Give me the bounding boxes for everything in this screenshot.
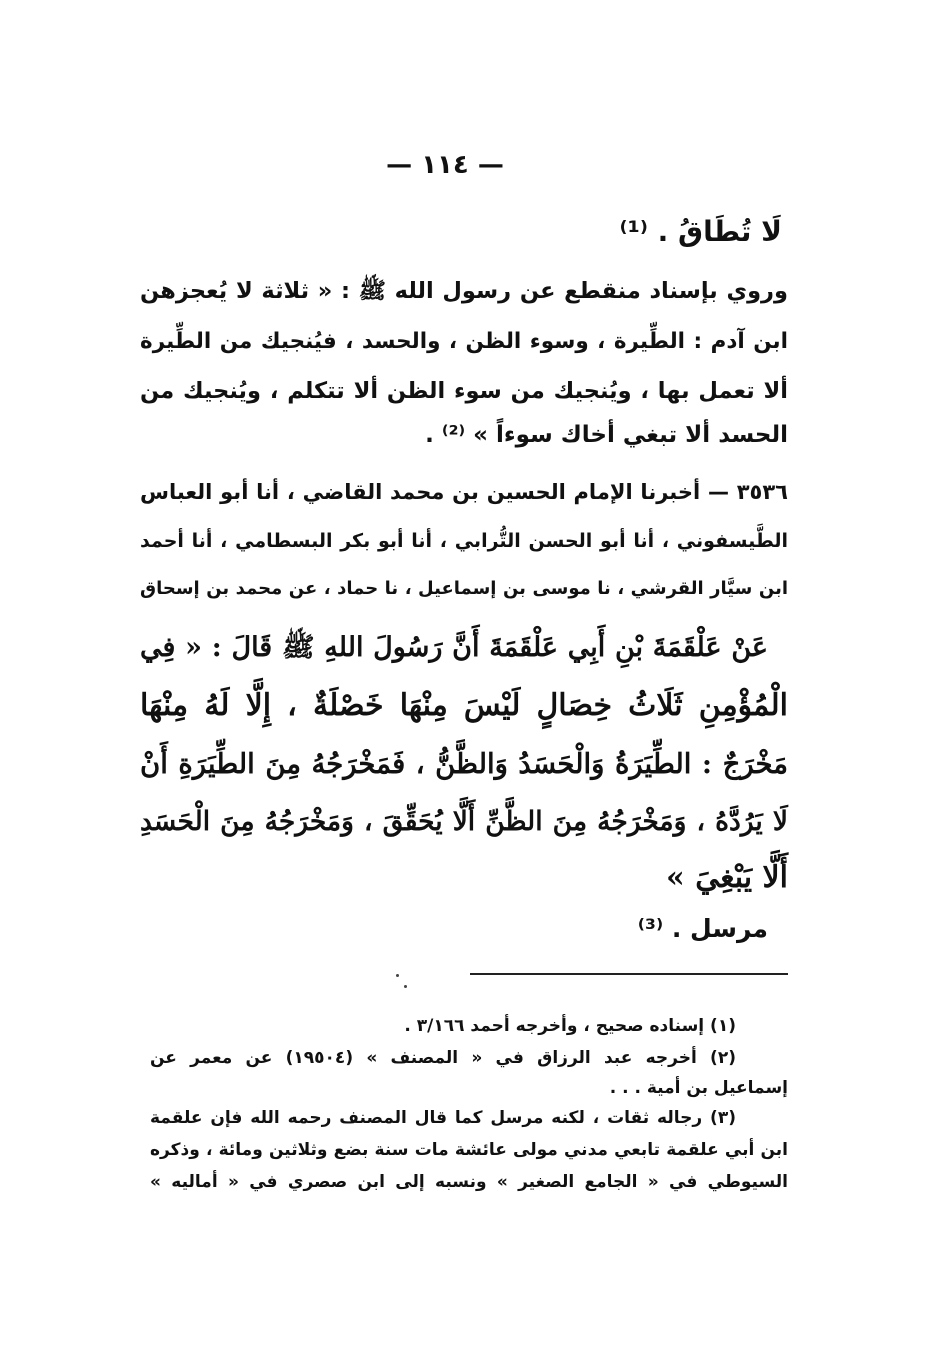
hadith-line-2: الْمُؤْمِنِ ثَلَاثُ خِصَالٍ لَيْسَ مِنْهَا خَصْلَةٌ ، إِلَّا لَهُ مِنْهَا	[140, 688, 788, 723]
text-line-1: لَا تُطَاقُ . ⁽¹⁾	[619, 215, 782, 248]
isnad-line-2: الطَّيسفوني ، أنا أبو الحسن التُّرابي ، أنا أبو بكر البسطامي ، أنا أحمد	[140, 530, 788, 552]
footnote-1: (١) إسناده صحيح ، وأخرجه أحمد ٣/١٦٦ .	[404, 1016, 736, 1036]
footnote-2-line-2: إسماعيل بن أمية . . .	[609, 1078, 788, 1098]
paragraph-1-line-4: الحسد ألا تبغي أخاك سوءاً » ⁽²⁾ .	[425, 422, 788, 448]
paragraph-1-line-1: وروي بإسناد منقطع عن رسول الله ﷺ : « ثلاثة لا يُعجزهن	[140, 278, 788, 304]
footnote-2-line-1: (٢) أخرجه عبد الرزاق في « المصنف » (١٩٥٠٤) عن معمر عن	[150, 1048, 736, 1068]
footnote-3-line-2: ابن أبي علقمة تابعي مدني مولى عائشة مات سنة بضع وثلاثين ومائة ، وذكره	[150, 1140, 788, 1160]
footnote-separator	[470, 973, 788, 975]
scan-speck	[404, 985, 407, 988]
hadith-line-1: عَنْ عَلْقَمَةَ بْنِ أَبِي عَلْقَمَةَ أَنَّ رَسُولَ اللهِ ﷺ قَالَ : « فِي	[140, 632, 768, 663]
footnote-3-line-3: السيوطي في « الجامع الصغير » ونسبه إلى ابن صصري في « أماليه »	[150, 1172, 788, 1192]
hadith-line-5: أَلَّا يَبْغِيَ »	[666, 860, 788, 895]
isnad-line-1: ٣٥٣٦ — أخبرنا الإمام الحسين بن محمد القاضي ، أنا أبو العباس	[140, 480, 788, 504]
isnad-line-3: ابن سيَّار القرشي ، نا موسى بن إسماعيل ، نا حماد ، عن محمد بن إسحاق	[140, 578, 788, 599]
paragraph-1-line-3: ألا تعمل بها ، ويُنجيك من سوء الظن ألا تتكلم ، ويُنجيك من	[140, 378, 788, 404]
mursal-note: مرسل . ⁽³⁾	[637, 914, 768, 943]
scan-speck	[396, 974, 399, 977]
hadith-line-3: مَخْرَجٌ : الطِّيَرَةُ وَالْحَسَدُ وَالظَّنُّ ، فَمَخْرَجُهُ مِنَ الطِّيَرَةِ أَنْ	[140, 748, 788, 780]
footnote-3-line-1: (٣) رجاله ثقات ، لكنه مرسل كما قال المصنف رحمه الله فإن علقمة	[150, 1108, 736, 1128]
hadith-line-4: لَا يَرُدَّهُ ، وَمَخْرَجُهُ مِنَ الظَّنِّ أَلَّا يُحَقِّقَ ، وَمَخْرَجُهُ مِنَ الْحَسَدِ	[140, 806, 788, 837]
paragraph-1-line-2: ابن آدم : الطِّيرة ، وسوء الظن ، والحسد ، فيُنجيك من الطِّيرة	[140, 329, 788, 354]
page-number: — ١١٤ —	[386, 150, 504, 180]
